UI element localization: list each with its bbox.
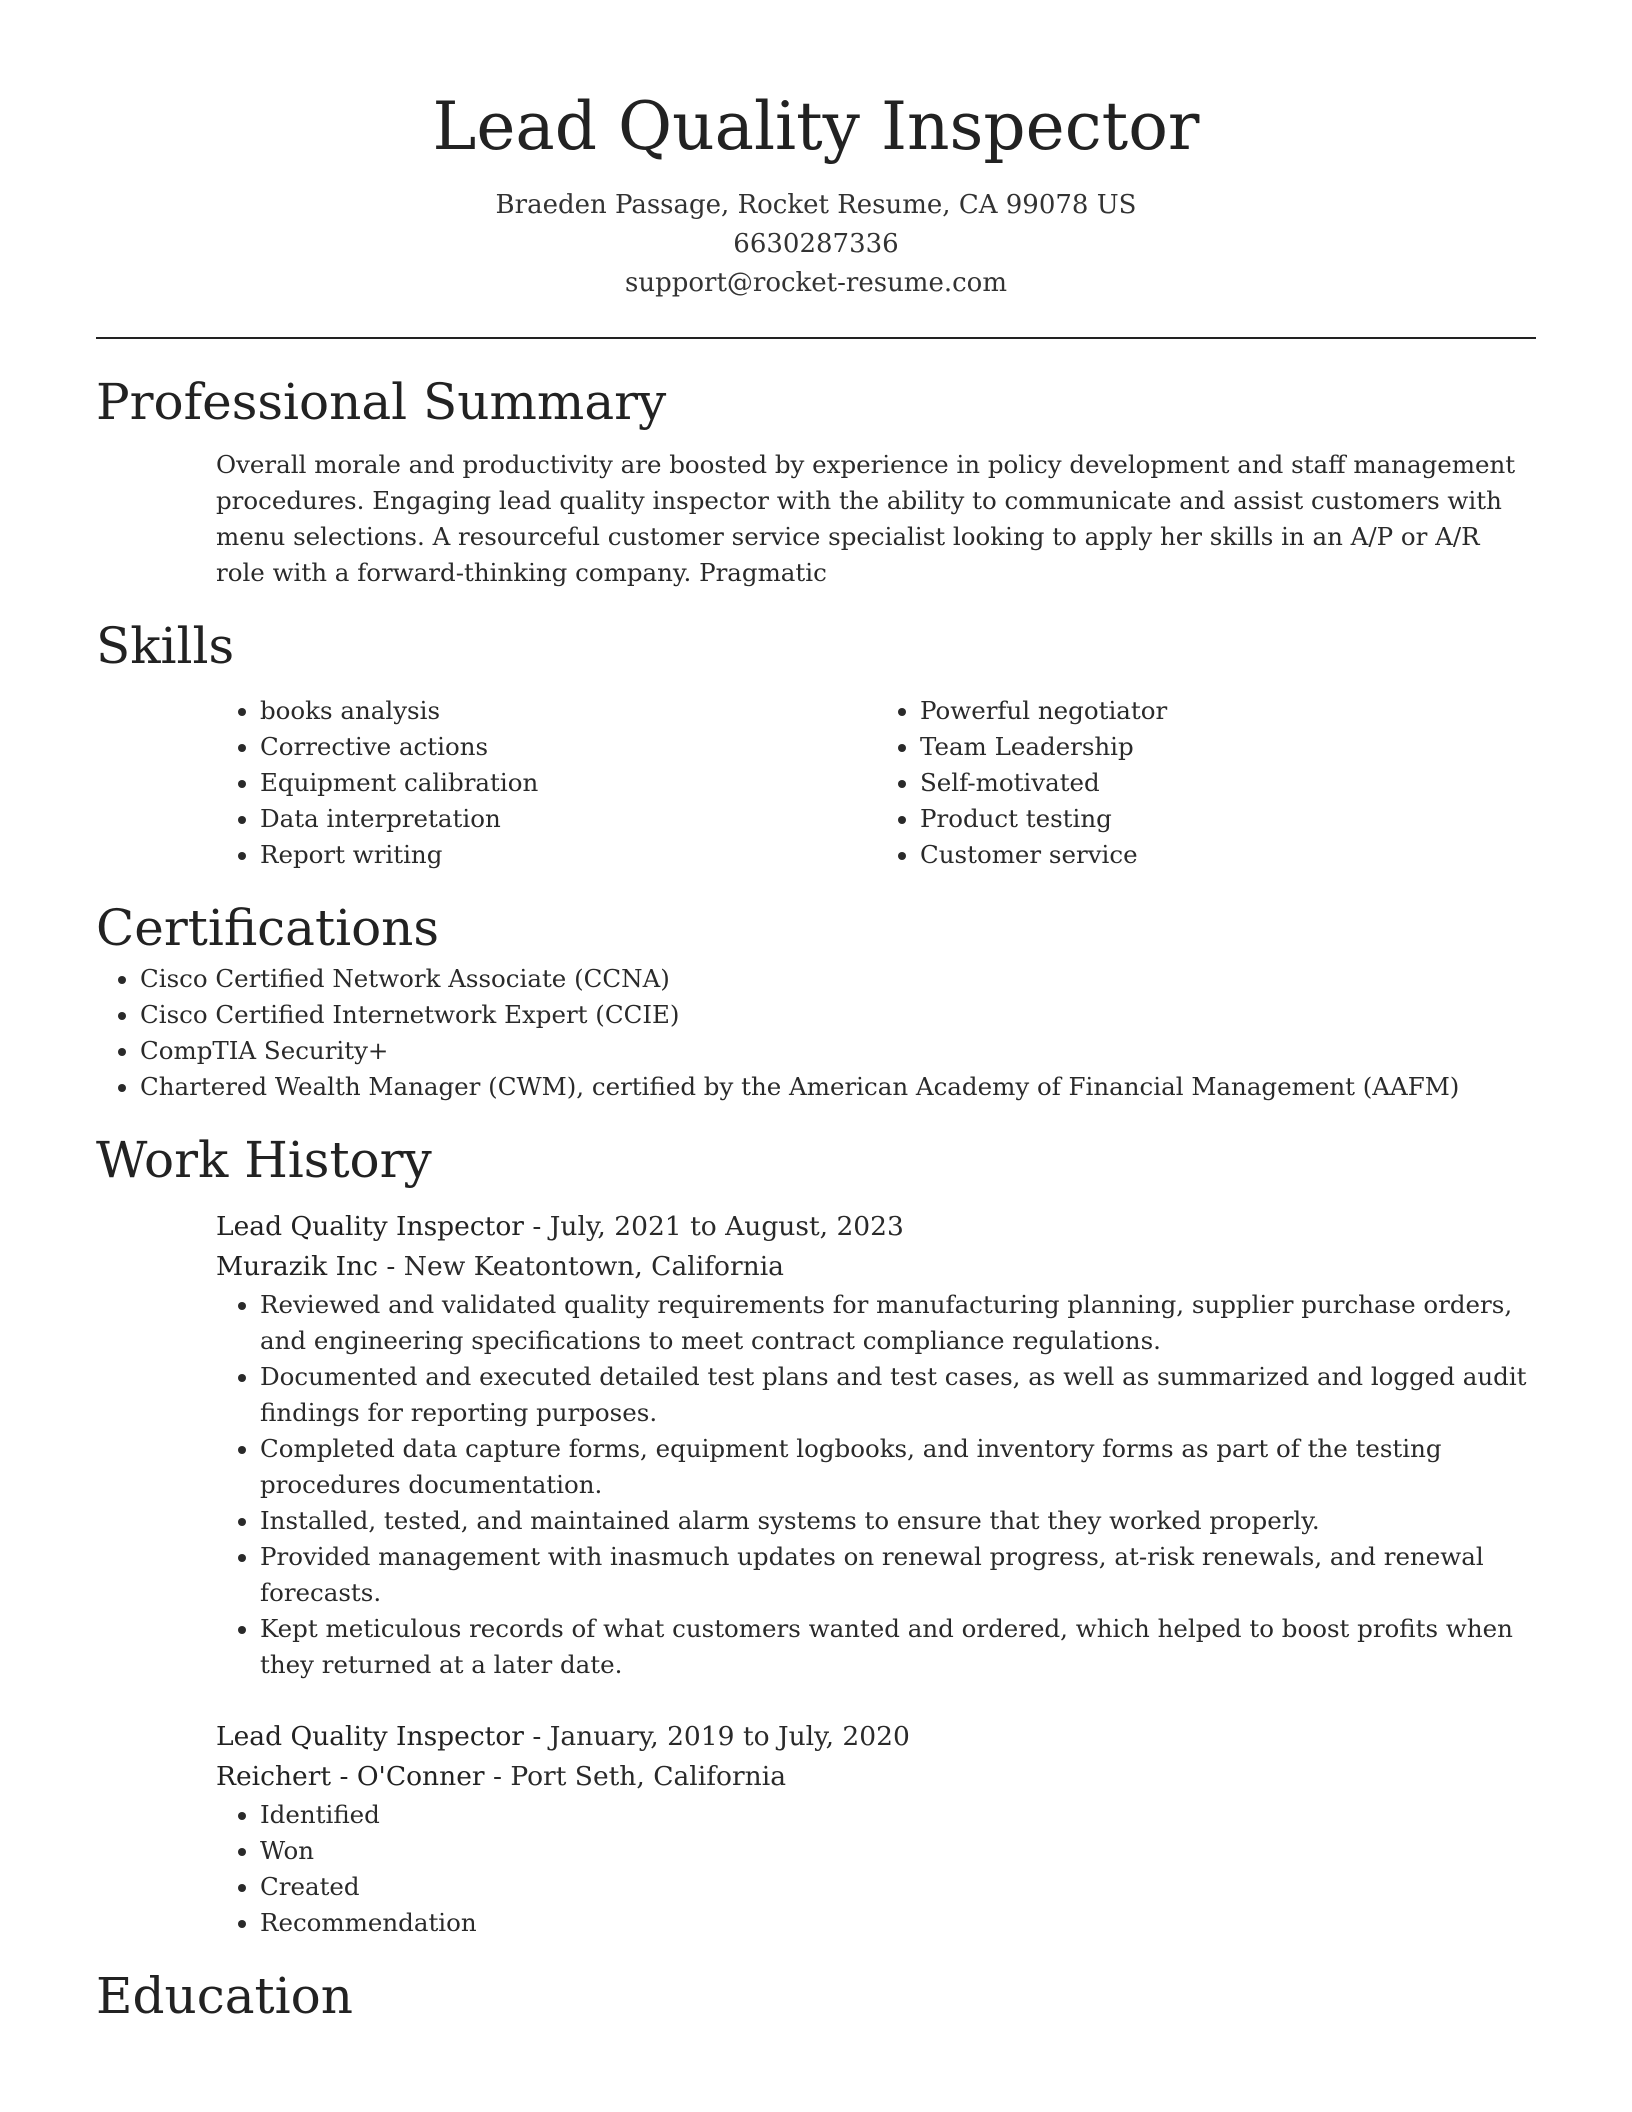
job-company-line [216,1247,1536,1287]
skill-item: • books analysis [260,693,876,729]
job-bullet: • Installed, tested, and maintained alarm systems to ensure that they worked properly. [260,1503,1536,1539]
skill-item: • Team Leadership [920,729,1536,765]
job-position: Lead Quality Inspector [216,1211,524,1242]
skills-section [96,591,1536,873]
certifications-list [96,961,1536,1105]
skills-left-list [216,693,876,873]
certifications-section [96,873,1536,1105]
job-bullet: • Identified [260,1797,1536,1833]
skills-heading: Skills [96,617,235,675]
skill-item: • Data interpretation [260,801,876,837]
skills-grid [216,693,1536,873]
job-bullet-list [216,1287,1536,1683]
work-history-section [96,1105,1536,1941]
resume-header [96,0,1536,303]
certification-item: • Cisco Certified Internetwork Expert (CCIE) [140,997,1536,1033]
job-company-line [216,1757,1536,1797]
skill-item: • Report writing [260,837,876,873]
job-title-line [216,1717,1536,1757]
job-bullet: • Documented and executed detailed test plans and test cases, as well as summarized and logged audit findings for reporting purposes. [260,1359,1536,1431]
summary-section [96,339,1536,591]
skills-right-list [876,693,1536,873]
summary-text: Overall morale and productivity are boosted by experience in policy development and staff management procedures. Engaging lead quality inspector with the ability to communicate and assist customers with menu selections. A resourceful customer service specialist looking to apply her skills in an A/P or A/R role with a forward-thinking company. Pragmatic [216,450,1516,587]
job-title-line [216,1207,1536,1247]
job-bullet: • Created [260,1869,1536,1905]
job-company: Murazik Inc [216,1251,378,1282]
skill-item: • Customer service [920,837,1536,873]
education-heading: Education [96,1967,353,2025]
job-bullet: • Reviewed and validated quality requirements for manufacturing planning, supplier purchase orders, and engineering specifications to meet contract compliance regulations. [260,1287,1536,1359]
skill-item: • Corrective actions [260,729,876,765]
job-bullet-list [216,1797,1536,1941]
job-dates: - July, 2021 to August, 2023 [523,1211,904,1242]
skill-item: • Product testing [920,801,1536,837]
candidate-title: Lead Quality Inspector [432,88,1200,165]
contact-block [96,186,1536,303]
job-dates: - January, 2019 to July, 2020 [523,1721,910,1752]
job-bullet: • Recommendation [260,1905,1536,1941]
certification-item: • Cisco Certified Network Associate (CCNA) [140,961,1536,997]
job-bullet: • Kept meticulous records of what customers wanted and ordered, which helped to boost profits when they returned at a later date. [260,1611,1536,1683]
certification-item: • Chartered Wealth Manager (CWM), certified by the American Academy of Financial Management (AAFM) [140,1069,1536,1105]
skill-item: • Powerful negotiator [920,693,1536,729]
job-position: Lead Quality Inspector [216,1721,524,1752]
skill-item: • Equipment calibration [260,765,876,801]
job-location: - New Keatontown, California [377,1251,784,1282]
job-bullet: • Won [260,1833,1536,1869]
job-entry [216,1717,1536,1941]
education-section [96,1941,1536,2029]
contact-email: support@rocket-resume.com [624,268,1007,298]
certification-item: • CompTIA Security+ [140,1033,1536,1069]
job-entry [216,1207,1536,1683]
job-bullet: • Completed data capture forms, equipment logbooks, and inventory forms as part of the testing procedures documentation. [260,1431,1536,1503]
job-company: Reichert - O'Conner [216,1761,485,1792]
job-bullet: • Provided management with inasmuch updates on renewal progress, at-risk renewals, and renewal forecasts. [260,1539,1536,1611]
summary-heading: Professional Summary [96,373,667,431]
job-location: - Port Seth, California [484,1761,786,1792]
skill-item: • Self-motivated [920,765,1536,801]
work-history-heading: Work History [96,1131,432,1189]
certifications-heading: Certifications [96,899,440,957]
contact-phone: 6630287336 [733,229,899,259]
contact-address: Braeden Passage, Rocket Resume, CA 99078 US [495,190,1137,220]
